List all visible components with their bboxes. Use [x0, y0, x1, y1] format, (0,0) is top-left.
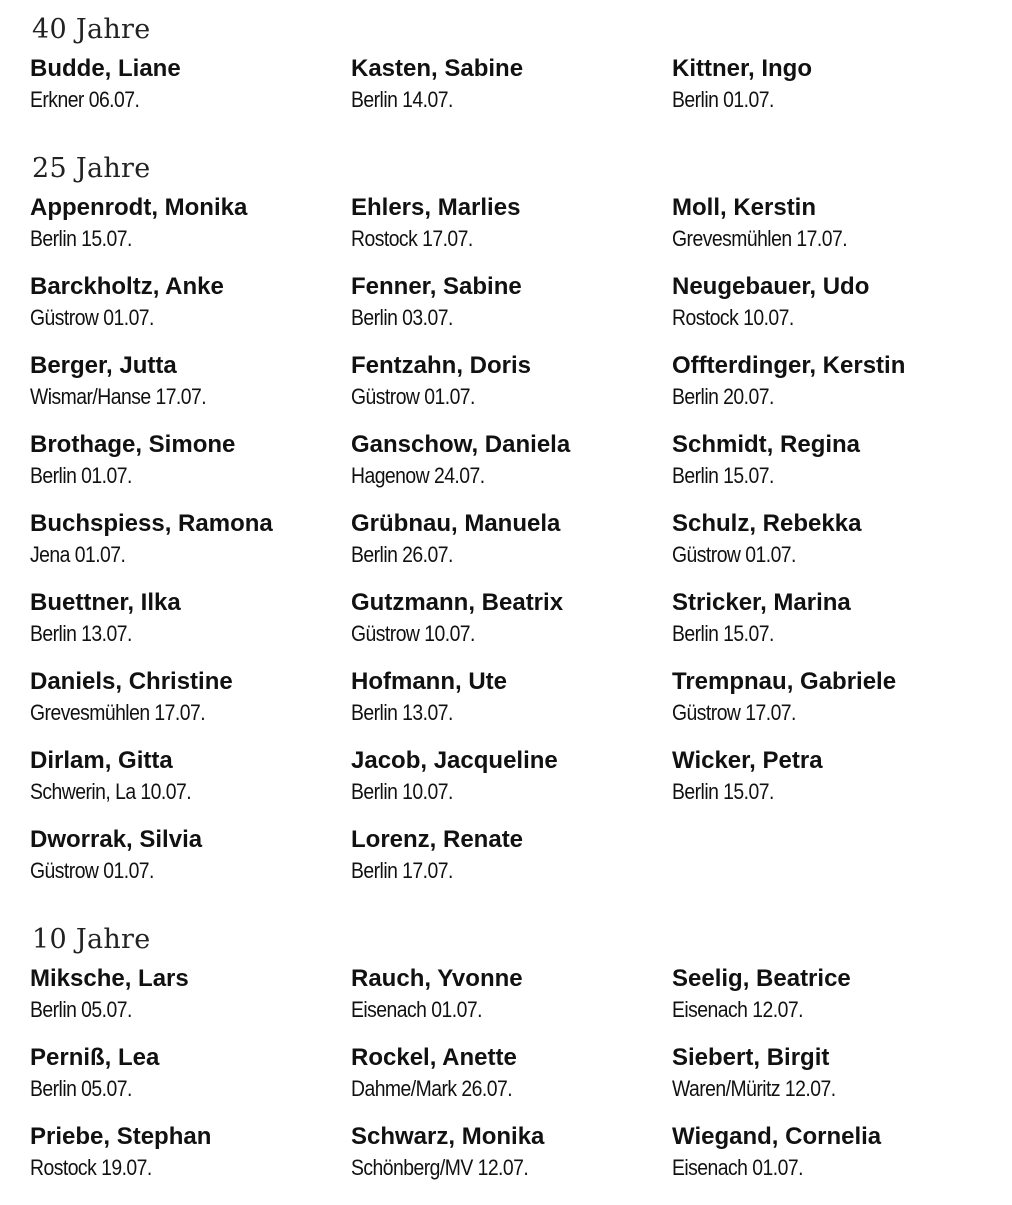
section-heading: 40 Jahre — [32, 14, 151, 45]
list-item — [351, 965, 672, 1044]
location-date: Berlin 14.07. — [351, 87, 453, 112]
person-name: Hofmann, Ute — [351, 668, 507, 695]
person-name: Schmidt, Regina — [672, 431, 861, 458]
list-item — [672, 965, 990, 1044]
person-name: Perniß, Lea — [30, 1044, 160, 1071]
location-date: Rostock 19.07. — [30, 1155, 152, 1180]
location-date: Güstrow 10.07. — [351, 621, 475, 646]
list-item — [672, 510, 990, 589]
list-item — [30, 826, 351, 905]
person-name: Schwarz, Monika — [351, 1123, 545, 1150]
section-10-jahre — [30, 925, 990, 1202]
list-item — [351, 1123, 672, 1202]
person-name: Moll, Kerstin — [672, 194, 817, 221]
list-item — [351, 826, 672, 905]
list-item — [30, 273, 351, 352]
person-name: Siebert, Birgit — [672, 1044, 830, 1071]
person-name: Trempnau, Gabriele — [672, 668, 897, 695]
person-name: Neugebauer, Udo — [672, 273, 870, 300]
list-item — [30, 747, 351, 826]
person-name: Jacob, Jacqueline — [351, 747, 558, 774]
list-item — [672, 1044, 990, 1123]
location-date: Erkner 06.07. — [30, 87, 140, 112]
person-name: Dirlam, Gitta — [30, 747, 173, 774]
person-name: Ganschow, Daniela — [351, 431, 571, 458]
list-item — [351, 589, 672, 668]
person-name: Kasten, Sabine — [351, 55, 524, 82]
location-date: Rostock 10.07. — [672, 305, 794, 330]
location-date: Rostock 17.07. — [351, 226, 473, 251]
person-name: Schulz, Rebekka — [672, 510, 862, 537]
list-item — [30, 194, 351, 273]
location-date: Berlin 01.07. — [672, 87, 774, 112]
location-date: Berlin 26.07. — [351, 542, 453, 567]
location-date: Berlin 05.07. — [30, 1076, 132, 1101]
person-name: Lorenz, Renate — [351, 826, 524, 853]
location-date: Berlin 20.07. — [672, 384, 774, 409]
section-heading: 10 Jahre — [32, 924, 151, 955]
list-item — [30, 1123, 351, 1202]
list-item — [672, 747, 990, 826]
person-name: Wicker, Petra — [672, 747, 823, 774]
list-item — [351, 1044, 672, 1123]
person-name: Grübnau, Manuela — [351, 510, 561, 537]
location-date: Waren/Müritz 12.07. — [672, 1076, 836, 1101]
person-name: Priebe, Stephan — [30, 1123, 212, 1150]
location-date: Güstrow 01.07. — [30, 858, 154, 883]
list-item — [30, 589, 351, 668]
list-item — [351, 55, 672, 134]
person-name: Fenner, Sabine — [351, 273, 522, 300]
location-date: Berlin 03.07. — [351, 305, 453, 330]
person-name: Rockel, Anette — [351, 1044, 517, 1071]
location-date: Güstrow 01.07. — [351, 384, 475, 409]
list-item — [30, 668, 351, 747]
list-item — [672, 589, 990, 668]
location-date: Eisenach 12.07. — [672, 997, 803, 1022]
location-date: Berlin 15.07. — [672, 779, 774, 804]
location-date: Güstrow 17.07. — [672, 700, 796, 725]
person-name: Brothage, Simone — [30, 431, 236, 458]
list-item — [351, 352, 672, 431]
location-date: Grevesmühlen 17.07. — [30, 700, 206, 725]
list-item — [351, 747, 672, 826]
person-name: Offterdinger, Kerstin — [672, 352, 906, 379]
person-name: Budde, Liane — [30, 55, 181, 82]
list-item — [672, 273, 990, 352]
person-name: Buchspiess, Ramona — [30, 510, 273, 537]
person-name: Seelig, Beatrice — [672, 965, 851, 992]
location-date: Berlin 10.07. — [351, 779, 453, 804]
location-date: Eisenach 01.07. — [351, 997, 482, 1022]
section-25-jahre — [30, 154, 990, 905]
list-item — [351, 273, 672, 352]
person-name: Fentzahn, Doris — [351, 352, 532, 379]
list-item — [30, 352, 351, 431]
list-item — [351, 668, 672, 747]
person-name: Appenrodt, Monika — [30, 194, 248, 221]
list-item — [351, 194, 672, 273]
location-date: Berlin 15.07. — [672, 463, 774, 488]
list-item — [351, 510, 672, 589]
person-name: Barckholtz, Anke — [30, 273, 224, 300]
location-date: Berlin 01.07. — [30, 463, 132, 488]
entries-grid — [30, 965, 990, 1202]
person-name: Miksche, Lars — [30, 965, 189, 992]
location-date: Hagenow 24.07. — [351, 463, 485, 488]
list-item — [672, 55, 990, 134]
person-name: Wiegand, Cornelia — [672, 1123, 882, 1150]
location-date: Grevesmühlen 17.07. — [672, 226, 848, 251]
list-item — [30, 965, 351, 1044]
person-name: Kittner, Ingo — [672, 55, 812, 82]
list-item — [672, 352, 990, 431]
location-date: Schönberg/MV 12.07. — [351, 1155, 529, 1180]
list-item — [672, 1123, 990, 1202]
person-name: Berger, Jutta — [30, 352, 177, 379]
location-date: Schwerin, La 10.07. — [30, 779, 192, 804]
location-date: Berlin 15.07. — [672, 621, 774, 646]
person-name: Dworrak, Silvia — [30, 826, 203, 853]
person-name: Gutzmann, Beatrix — [351, 589, 564, 616]
location-date: Dahme/Mark 26.07. — [351, 1076, 513, 1101]
section-40-jahre — [30, 15, 990, 134]
list-item — [351, 431, 672, 510]
list-item — [672, 194, 990, 273]
location-date: Eisenach 01.07. — [672, 1155, 803, 1180]
section-heading: 25 Jahre — [32, 153, 151, 184]
location-date: Berlin 13.07. — [351, 700, 453, 725]
person-name: Daniels, Christine — [30, 668, 233, 695]
list-item — [672, 668, 990, 747]
location-date: Berlin 17.07. — [351, 858, 453, 883]
person-name: Stricker, Marina — [672, 589, 851, 616]
location-date: Berlin 05.07. — [30, 997, 132, 1022]
entries-grid — [30, 194, 990, 905]
list-item — [30, 510, 351, 589]
person-name: Ehlers, Marlies — [351, 194, 521, 221]
location-date: Wismar/Hanse 17.07. — [30, 384, 207, 409]
person-name: Rauch, Yvonne — [351, 965, 523, 992]
list-item — [30, 1044, 351, 1123]
list-item — [672, 431, 990, 510]
list-item — [30, 431, 351, 510]
entries-grid — [30, 55, 990, 134]
location-date: Berlin 15.07. — [30, 226, 132, 251]
location-date: Jena 01.07. — [30, 542, 126, 567]
list-item — [30, 55, 351, 134]
person-name: Buettner, Ilka — [30, 589, 181, 616]
location-date: Güstrow 01.07. — [30, 305, 154, 330]
location-date: Güstrow 01.07. — [672, 542, 796, 567]
location-date: Berlin 13.07. — [30, 621, 132, 646]
